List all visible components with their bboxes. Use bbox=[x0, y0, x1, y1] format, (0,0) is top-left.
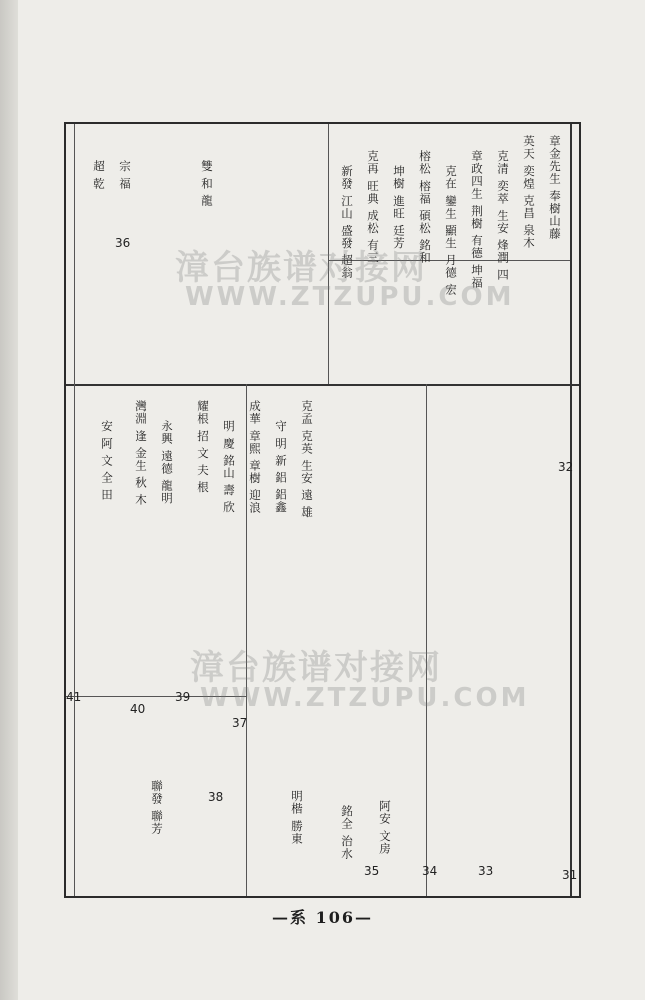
right-double-border bbox=[570, 124, 572, 896]
generation-number: 41 bbox=[66, 690, 82, 704]
left-inner-border bbox=[74, 124, 75, 896]
generation-number: 37 bbox=[232, 716, 248, 730]
branch-label: 阿安 文房 bbox=[378, 800, 392, 855]
generation-number: 40 bbox=[130, 702, 146, 716]
watermark-cn: 漳台族谱对接网 bbox=[190, 648, 442, 688]
generation-number: 39 bbox=[175, 690, 191, 704]
name-column: 章金先生 奉樹山藤 bbox=[548, 135, 562, 240]
name-column: 克清 奕萃 生安 烽潤 四 bbox=[496, 150, 510, 282]
generation-number: 33 bbox=[478, 864, 494, 878]
name-column: 明 慶 銘山 壽 欣 bbox=[222, 420, 236, 514]
name-column: 耀根 招 文 夫 根 bbox=[196, 400, 210, 494]
name-column: 章政四生 荆樹 有德 坤福 bbox=[470, 150, 484, 289]
generation-number: 32 bbox=[558, 460, 574, 474]
branch-label: 超 乾 bbox=[92, 160, 106, 190]
branch-label: 聯發 聯芳 bbox=[150, 780, 164, 835]
branch-label: 銘全 治水 bbox=[340, 805, 354, 860]
name-column: 坤樹 進旺 廷芳 bbox=[392, 165, 406, 250]
generation-number: 35 bbox=[364, 864, 380, 878]
watermark-en: WWW.ZTZUPU.COM bbox=[200, 683, 530, 713]
branch-label: 雙 和 龍 bbox=[200, 160, 214, 207]
page-number: —系 106— bbox=[272, 908, 373, 927]
name-column: 永興 遠德 龍明 bbox=[160, 420, 174, 505]
name-column: 安 阿 文 全 田 bbox=[100, 420, 114, 502]
name-column: 成華 章熙 章樹 迎浪 bbox=[248, 400, 262, 514]
name-column: 灣淵 逢 金生 秋 木 bbox=[134, 400, 148, 507]
name-column: 榕松 榕福 碩松 銘和 bbox=[418, 150, 432, 264]
name-column: 新發 江山 盛發 超翁 bbox=[340, 165, 354, 279]
generation-number: 36 bbox=[115, 236, 131, 250]
name-column: 克在 鑾生 顯生 月德 宏 bbox=[444, 165, 458, 297]
watermark-cn: 漳台族谱对接网 bbox=[175, 248, 427, 288]
branch-label: 宗 福 bbox=[118, 160, 132, 190]
name-column: 守 明 新 鋁 鋁鑫 bbox=[274, 420, 288, 514]
generation-number: 38 bbox=[208, 790, 224, 804]
watermark-en: WWW.ZTZUPU.COM bbox=[185, 282, 515, 312]
name-column: 克孟 克英 生安 遠 雄 bbox=[300, 400, 314, 519]
generation-number: 34 bbox=[422, 864, 438, 878]
generation-number: 31 bbox=[562, 868, 578, 882]
name-column: 英天 奕煌 克昌 泉木 bbox=[522, 135, 536, 249]
branch-label: 明楷 勝東 bbox=[290, 790, 304, 845]
name-column: 克再 旺典 成松 有三 bbox=[366, 150, 380, 264]
middle-divider bbox=[66, 384, 579, 386]
